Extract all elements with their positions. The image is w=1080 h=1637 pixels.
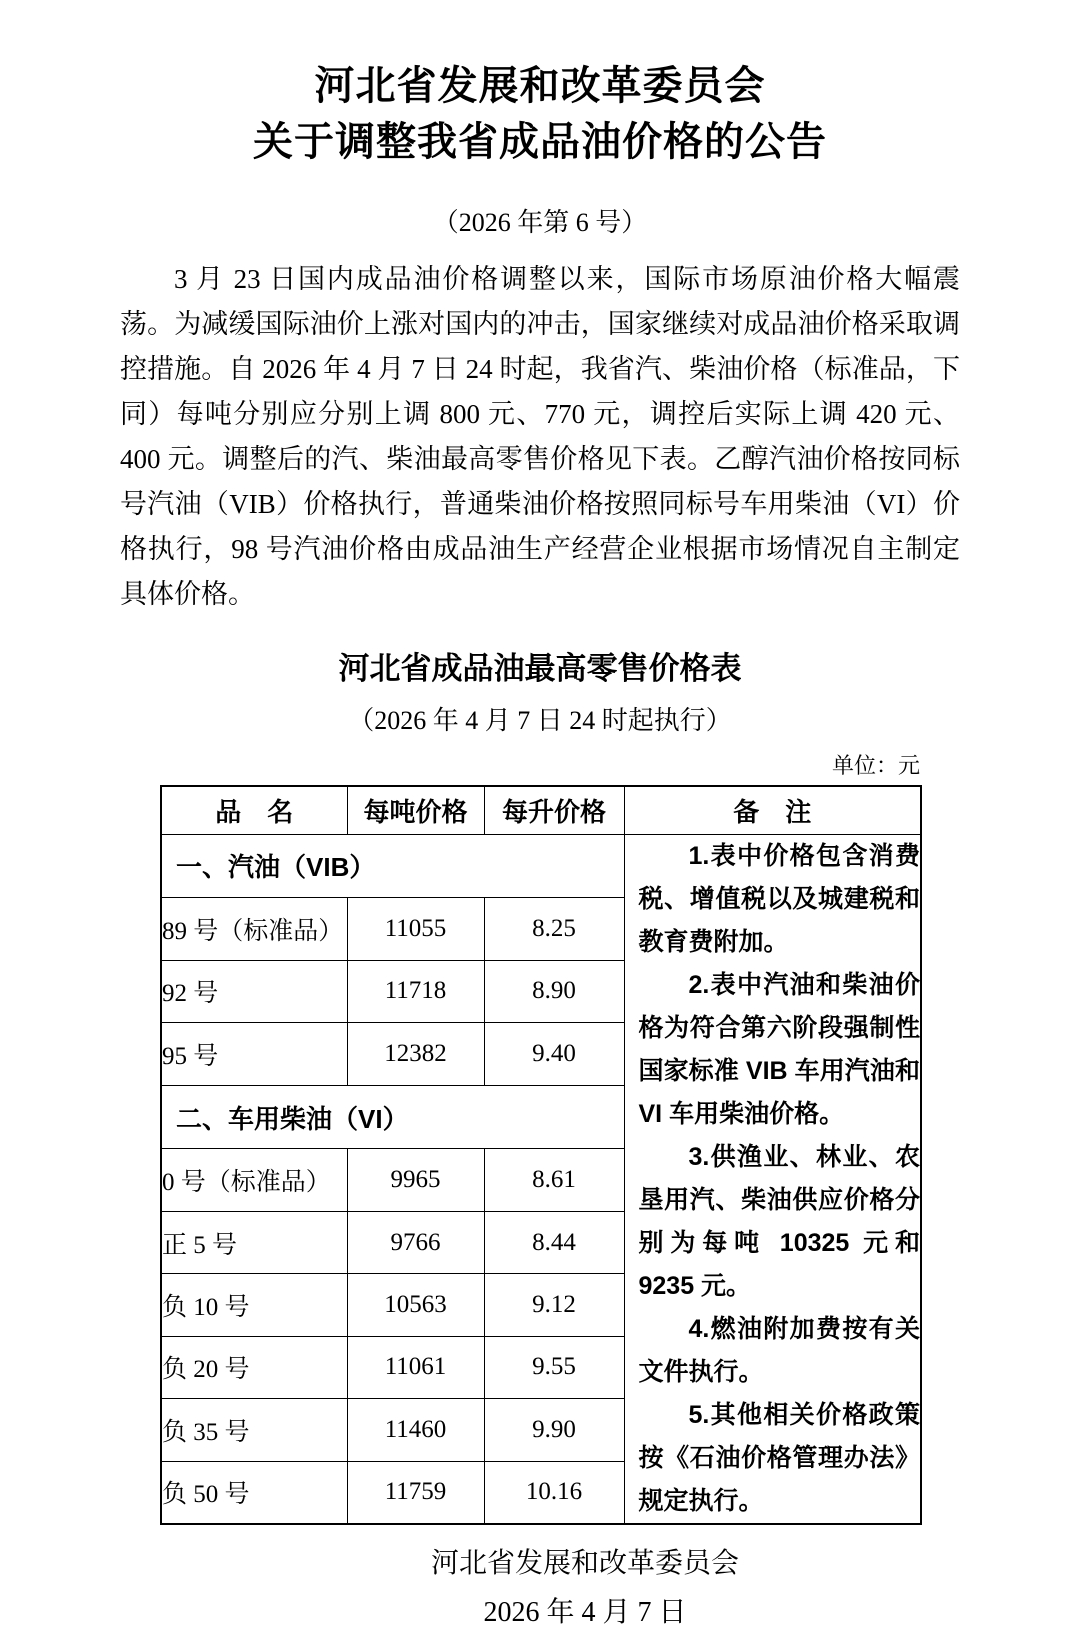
per-ton-cell: 9766 [347, 1211, 484, 1273]
per-liter-cell: 9.55 [484, 1336, 624, 1398]
per-liter-cell: 9.12 [484, 1274, 624, 1336]
signature-block [425, 1539, 745, 1637]
per-ton-cell: 11759 [347, 1461, 484, 1523]
note-2: 2.表中汽油和柴油价格为符合第六阶段强制性国家标准 VIB 车用汽油和 VI 车用柴油价格。 [638, 970, 920, 1128]
document-title-line1: 河北省发展和改革委员会 [314, 64, 766, 108]
price-table-title: 河北省成品油最高零售价格表 [338, 651, 742, 686]
product-name-cell: 负 50 号 [161, 1461, 347, 1523]
per-ton-cell: 9965 [347, 1149, 484, 1211]
signature-date: 2026 年 4 月 7 日 [483, 1596, 687, 1628]
signature-org: 河北省发展和改革委员会 [430, 1547, 739, 1579]
document-title [120, 58, 960, 170]
price-table [160, 785, 922, 1525]
header-notes: 备 注 [624, 786, 921, 834]
per-liter-cell: 8.61 [484, 1149, 624, 1211]
product-name-cell: 负 20 号 [161, 1336, 347, 1398]
per-ton-cell: 11055 [347, 898, 484, 960]
per-liter-cell: 8.25 [484, 898, 624, 960]
section-label-diesel: 二、车用柴油（VI） [161, 1085, 624, 1149]
section-label-gasoline: 一、汽油（VIB） [161, 834, 624, 898]
price-table-container [160, 749, 920, 1525]
note-1: 1.表中价格包含消费税、增值税以及城建税和教育费附加。 [638, 841, 920, 956]
per-liter-cell: 9.90 [484, 1399, 624, 1461]
product-name-cell: 92 号 [161, 960, 347, 1022]
notes-cell [624, 834, 921, 1524]
unit-label: 单位：元 [831, 753, 920, 778]
document-number: （2026 年第 6 号） [432, 208, 648, 237]
document-title-line2: 关于调整我省成品油价格的公告 [253, 120, 827, 164]
header-price-per-ton: 每吨价格 [347, 786, 484, 834]
note-4: 4.燃油附加费按有关文件执行。 [638, 1314, 920, 1386]
per-ton-cell: 11061 [347, 1336, 484, 1398]
product-name-cell: 正 5 号 [161, 1211, 347, 1273]
per-ton-cell: 12382 [347, 1023, 484, 1085]
header-price-per-liter: 每升价格 [484, 786, 624, 834]
per-ton-cell: 11460 [347, 1399, 484, 1461]
product-name-cell: 0 号（标准品） [161, 1149, 347, 1211]
per-liter-cell: 8.44 [484, 1211, 624, 1273]
per-ton-cell: 11718 [347, 960, 484, 1022]
table-header-row [161, 786, 921, 834]
per-liter-cell: 10.16 [484, 1461, 624, 1523]
product-name-cell: 95 号 [161, 1023, 347, 1085]
product-name-cell: 89 号（标准品） [161, 898, 347, 960]
product-name-cell: 负 35 号 [161, 1399, 347, 1461]
price-table-subtitle: （2026 年 4 月 7 日 24 时起执行） [348, 706, 732, 735]
per-liter-cell: 9.40 [484, 1023, 624, 1085]
note-3: 3.供渔业、林业、农垦用汽、柴油供应价格分别为每吨 10325 元和 9235 元。 [638, 1142, 920, 1300]
note-5: 5.其他相关价格政策按《石油价格管理办法》规定执行。 [638, 1400, 920, 1515]
table-section-gasoline [161, 834, 921, 898]
product-name-cell: 负 10 号 [161, 1274, 347, 1336]
header-product-name: 品 名 [161, 786, 347, 834]
per-liter-cell: 8.90 [484, 960, 624, 1022]
body-paragraph: 3 月 23 日国内成品油价格调整以来，国际市场原油价格大幅震荡。为减缓国际油价上涨对国内的冲击，国家继续对成品油价格采取调控措施。自 2026 年 4 月 7 日 24 时起，我省汽、柴油价格（标准品，下同）每吨分别应分别上调 800 元、770 元，调控后实际上调 420 元、400 元。调整后的汽、柴油最高零售价格见下表。乙醇汽油价格按同标号汽油（VIB）价格执行，普通柴油价格按照同标号车用柴油（VI）价格执行，98 号汽油价格由成品油生产经营企业根据市场情况自主制定具体价格。 [120, 264, 960, 609]
per-ton-cell: 10563 [347, 1274, 484, 1336]
